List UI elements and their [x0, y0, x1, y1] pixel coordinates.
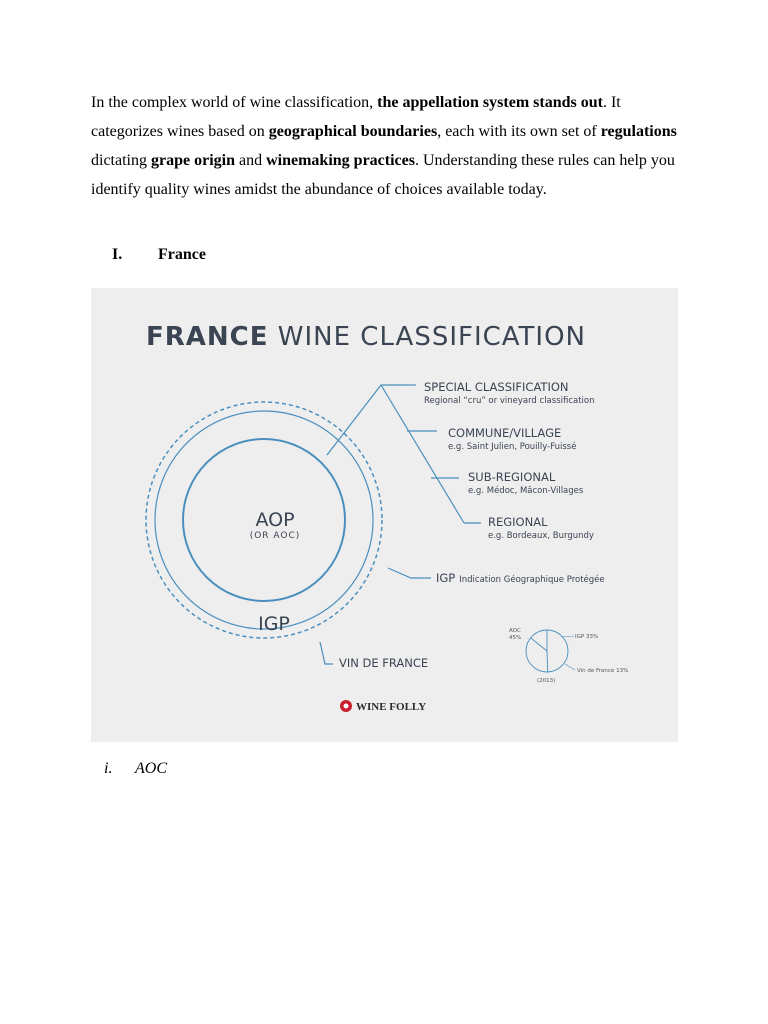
pie-label-aoc: AOC — [509, 628, 521, 634]
aop-sublabel: (OR AOC) — [249, 531, 301, 541]
subsection-title: AOC — [135, 760, 167, 777]
bold-phrase: regulations — [600, 123, 677, 140]
vin-de-france-label: VIN DE FRANCE — [339, 656, 429, 670]
tier-name: REGIONAL — [488, 515, 548, 529]
wine-folly-logo — [340, 700, 426, 713]
bold-phrase: grape origin — [150, 152, 235, 169]
figure-title — [146, 322, 586, 352]
tier-desc: e.g. Médoc, Mâcon-Villages — [468, 486, 584, 496]
connector-vdf — [320, 642, 333, 664]
france-classification-figure — [91, 288, 678, 742]
bold-phrase: the appellation system stands out — [377, 94, 603, 111]
tier-name: SUB-REGIONAL — [468, 470, 556, 484]
production-pie-chart — [526, 630, 568, 672]
tier-desc: e.g. Saint Julien, Pouilly-Fuissé — [448, 442, 577, 452]
section-heading — [112, 246, 206, 264]
tier-name: COMMUNE/VILLAGE — [448, 426, 562, 440]
pie-slice-igp — [547, 651, 548, 672]
aop-label: AOP — [255, 509, 295, 531]
igp-tier-label: IGP Indication Géographique Protégée — [436, 571, 605, 585]
pie-year: (2013) — [537, 678, 556, 684]
pie-value-aoc: 45% — [509, 635, 522, 641]
section-number: I. — [112, 246, 123, 263]
tier-name: SPECIAL CLASSIFICATION — [424, 380, 569, 394]
igp-circle-label: IGP — [258, 613, 290, 635]
pie-leader-vdf — [565, 664, 575, 670]
subsection-number: i. — [104, 760, 113, 777]
intro-paragraph: In the complex world of wine classification, the appellation system stands out. It categorizes wines based on geographical boundaries, each with its own set of regulations dictating grape origin and winemaking practices. Understanding these rules can help you identify quality wines amidst the abundance of choices available today. — [91, 94, 677, 198]
pie-label-vdf: Vin de France 13% — [577, 668, 629, 674]
figure-title-rest: WINE CLASSIFICATION — [268, 322, 587, 352]
bold-phrase: winemaking practices — [266, 152, 415, 169]
subsection-heading — [104, 760, 167, 778]
bold-phrase: geographical boundaries — [268, 123, 438, 140]
section-title: France — [158, 246, 206, 263]
connector-special — [327, 385, 403, 455]
figure-title-bold: FRANCE — [146, 322, 269, 352]
brand-name: WINE FOLLY — [356, 701, 427, 713]
pie-slice-vdf — [531, 638, 547, 651]
tier-desc: e.g. Bordeaux, Burgundy — [488, 531, 594, 541]
connector-igp — [388, 568, 431, 578]
pie-label-igp: IGP 33% — [575, 634, 599, 640]
tier-desc: Regional “cru” or vineyard classification — [424, 396, 595, 406]
pie-leader-igp — [561, 636, 574, 637]
